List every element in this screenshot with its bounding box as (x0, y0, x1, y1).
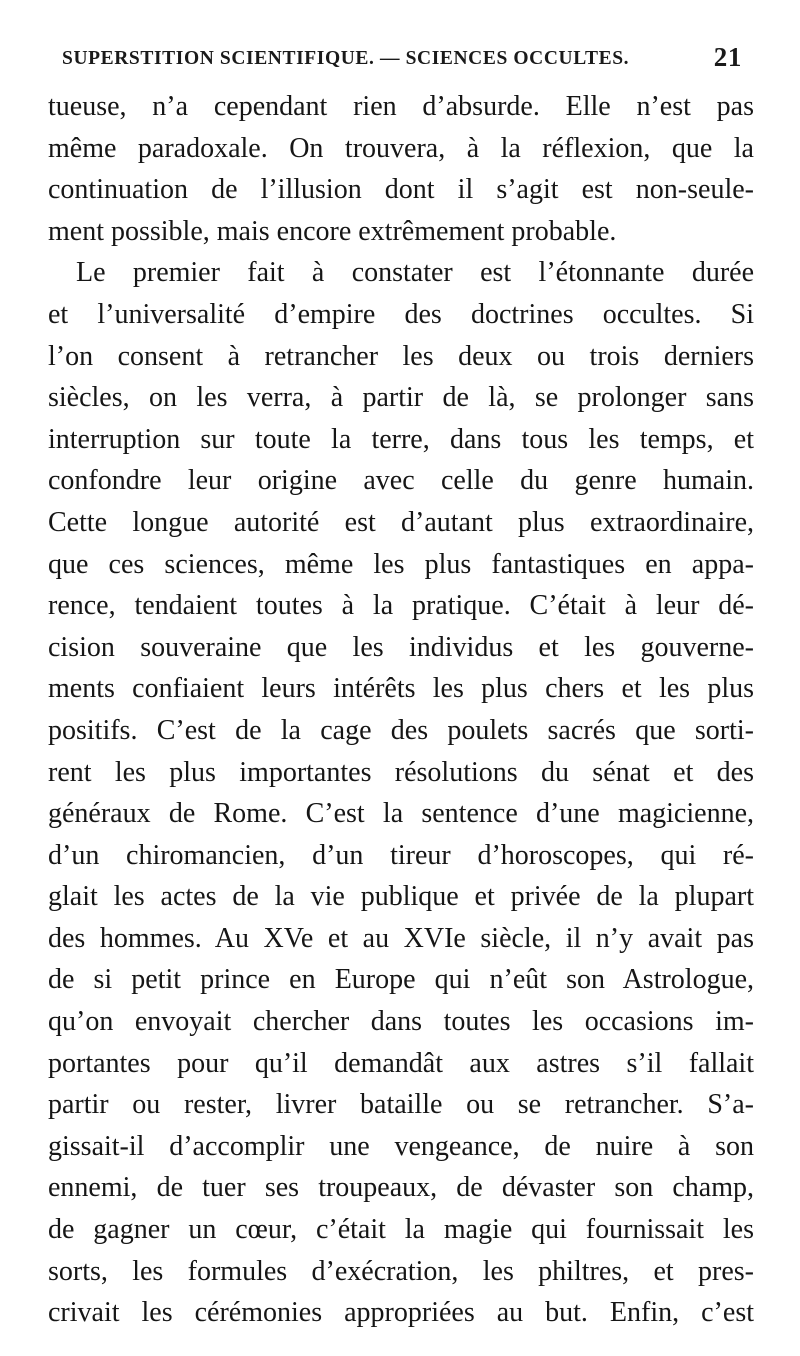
text-line: et l’universalité d’empire des doctrines occultes. Si (48, 298, 754, 330)
text-line: qu’on envoyait chercher dans toutes les occasions im- (48, 1006, 754, 1038)
text-line: gissait-il d’accomplir une vengeance, de nuire à son (48, 1130, 754, 1162)
text-line: sorts, les formules d’exécration, les philtres, et pres- (48, 1255, 754, 1287)
text-line: de gagner un cœur, c’était la magie qui fournissait les (48, 1214, 754, 1246)
text-line: confondre leur origine avec celle du genre humain. (48, 465, 754, 497)
text-line: glait les actes de la vie publique et privée de la plupart (48, 881, 754, 913)
text-line: que ces sciences, même les plus fantastiques en appa- (48, 548, 754, 580)
text-line: interruption sur toute la terre, dans tous les temps, et (48, 423, 754, 455)
page-number: 21 (713, 42, 742, 72)
text-line: continuation de l’illusion dont il s’agit est non-seule- (48, 174, 754, 206)
text-line: d’un chiromancien, d’un tireur d’horoscopes, qui ré- (48, 839, 754, 871)
text-line: siècles, on les verra, à partir de là, se prolonger sans (48, 382, 754, 414)
text-line: généraux de Rome. C’est la sentence d’une magicienne, (48, 798, 754, 830)
text-line: positifs. C’est de la cage des poulets sacrés que sorti- (48, 714, 754, 746)
text-line: de si petit prince en Europe qui n’eût son Astrologue, (48, 964, 754, 996)
text-line: ennemi, de tuer ses troupeaux, de dévaster son champ, (48, 1172, 754, 1204)
running-head (62, 40, 742, 80)
text-line: même paradoxale. On trouvera, à la réflexion, que la (48, 132, 754, 164)
text-line: l’on consent à retrancher les deux ou trois derniers (48, 340, 754, 372)
text-line: tueuse, n’a cependant rien d’absurde. Elle n’est pas (48, 91, 754, 122)
text-line: crivait les cérémonies appropriées au but. Enfin, c’est (48, 1297, 754, 1329)
text-line: des hommes. Au XVe et au XVIe siècle, il n’y avait pas (48, 922, 754, 954)
text-line: rence, tendaient toutes à la pratique. C’était à leur dé- (48, 590, 754, 622)
text-line: ments confiaient leurs intérêts les plus chers et les plus (48, 673, 754, 705)
text-line: partir ou rester, livrer bataille ou se retrancher. S’a- (48, 1089, 754, 1121)
running-title: SUPERSTITION SCIENTIFIQUE. — SCIENCES OCCULTES. (62, 48, 630, 69)
text-line: Cette longue autorité est d’autant plus extraordinaire, (48, 506, 754, 538)
text-line: cision souveraine que les individus et les gouverne- (48, 631, 754, 663)
text-line: ment possible, mais encore extrêmement probable. (48, 215, 617, 247)
text-line: portantes pour qu’il demandât aux astres s’il fallait (48, 1047, 754, 1079)
text-line: rent les plus importantes résolutions du sénat et des (48, 756, 754, 788)
text-line: Le premier fait à constater est l’étonnante durée (76, 257, 754, 289)
body-text (48, 86, 754, 1334)
